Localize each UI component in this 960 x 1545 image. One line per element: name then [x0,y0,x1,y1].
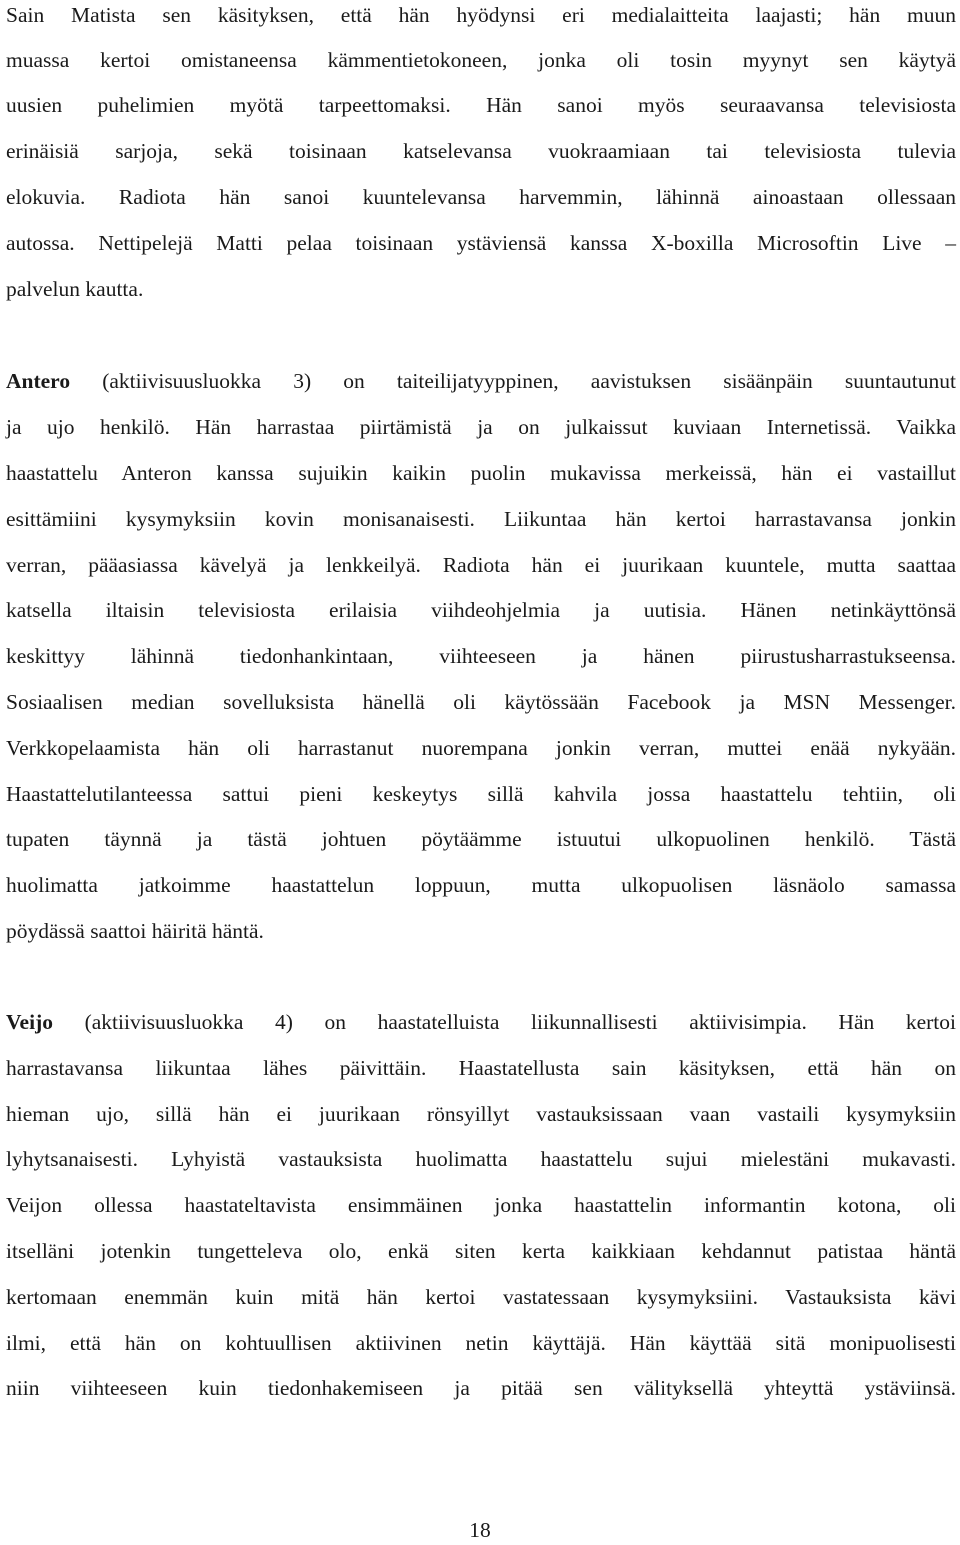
text-line: pöydässä saattoi häiritä häntä. [6,919,264,943]
text-line: harrastavansa liikuntaa lähes päivittäin. Haastatellusta sain käsityksen, että hän on [6,1056,956,1080]
text-line: palvelun kautta. [6,277,144,301]
text-line: Verkkopelaamista hän oli harrastanut nuorempana jonkin verran, muttei enää nykyään. [6,736,956,760]
text-line: esittämiini kysymyksiin kovin monisanaisesti. Liikuntaa hän kertoi harrastavansa jonkin [6,507,956,531]
text-line-rest: (aktiivisuusluokka 3) on taiteilijatyyppinen, aavistuksen sisäänpäin suuntautunut [70,369,956,393]
text-line: Haastattelutilanteessa sattui pieni keskeytys sillä kahvila jossa haastattelu tehtiin, oli [6,782,956,806]
text-line: hieman ujo, sillä hän ei juurikaan rönsyillyt vastauksissaan vaan vastaili kysymyksiin [6,1102,956,1126]
text-line: keskittyy lähinnä tiedonhankintaan, viihteeseen ja hänen piirustusharrastukseensa. [6,644,956,668]
text-line-rest: (aktiivisuusluokka 4) on haastatelluista liikunnallisesti aktiivisimpia. Hän kertoi [52,1010,956,1034]
text-line: huolimatta jatkoimme haastattelun loppuun, mutta ulkopuolisen läsnäolo samassa [6,873,956,897]
text-line: ilmi, että hän on kohtuullisen aktiivinen netin käyttäjä. Hän käyttää sitä monipuolisesti [6,1331,956,1355]
text-line: ja ujo henkilö. Hän harrastaa piirtämistä ja on julkaissut kuviaan Internetissä. Vaikka [6,415,956,439]
text-line [6,366,956,396]
text-line: kertomaan enemmän kuin mitä hän kertoi vastatessaan kysymyksiini. Vastauksista kävi [6,1285,956,1309]
text-line: katsella iltaisin televisiosta erilaisia viihdeohjelmia ja uutisia. Hänen netinkäyttönsä [6,598,956,622]
text-line: autossa. Nettipelejä Matti pelaa toisinaan ystäviensä kanssa X-boxilla Microsoftin Live – [6,231,956,255]
text-line: verran, pääasiassa kävelyä ja lenkkeilyä. Radiota hän ei juurikaan kuuntele, mutta saattaa [6,553,956,577]
text-line: muassa kertoi omistaneensa kämmentietokoneen, jonka oli tosin myynyt sen käytyä [6,48,956,72]
text-line: lyhytsanaisesti. Lyhyistä vastauksista huolimatta haastattelu sujui mielestäni mukavasti. [6,1147,956,1171]
text-line: elokuvia. Radiota hän sanoi kuuntelevansa harvemmin, lähinnä ainoastaan ollessaan [6,185,956,209]
text-line: Sain Matista sen käsityksen, että hän hyödynsi eri medialaitteita laajasti; hän muun [6,3,956,27]
text-line: itselläni jotenkin tungetteleva olo, enkä siten kerta kaikkiaan kehdannut patistaa häntä [6,1239,956,1263]
text-line: Sosiaalisen median sovelluksista hänellä oli käytössään Facebook ja MSN Messenger. [6,690,956,714]
page-number: 18 [469,1518,491,1542]
text-line: haastattelu Anteron kanssa sujuikin kaikin puolin mukavissa merkeissä, hän ei vastaillut [6,461,956,485]
text-line: niin viihteeseen kuin tiedonhakemiseen ja pitää sen välityksellä yhteyttä ystäviinsä. [6,1376,956,1400]
text-line: erinäisiä sarjoja, sekä toisinaan katselevansa vuokraamiaan tai televisiosta tulevia [6,139,956,163]
person-name-antero: Antero [6,369,71,393]
text-line: tupaten täynnä ja tästä johtuen pöytäämme istuutui ulkopuolinen henkilö. Tästä [6,827,956,851]
text-line: uusien puhelimien myötä tarpeettomaksi. Hän sanoi myös seuraavansa televisiosta [6,93,956,117]
text-line: Veijon ollessa haastateltavista ensimmäinen jonka haastattelin informantin kotona, oli [6,1193,956,1217]
text-line [6,1007,956,1037]
person-name-veijo: Veijo [6,1010,53,1034]
